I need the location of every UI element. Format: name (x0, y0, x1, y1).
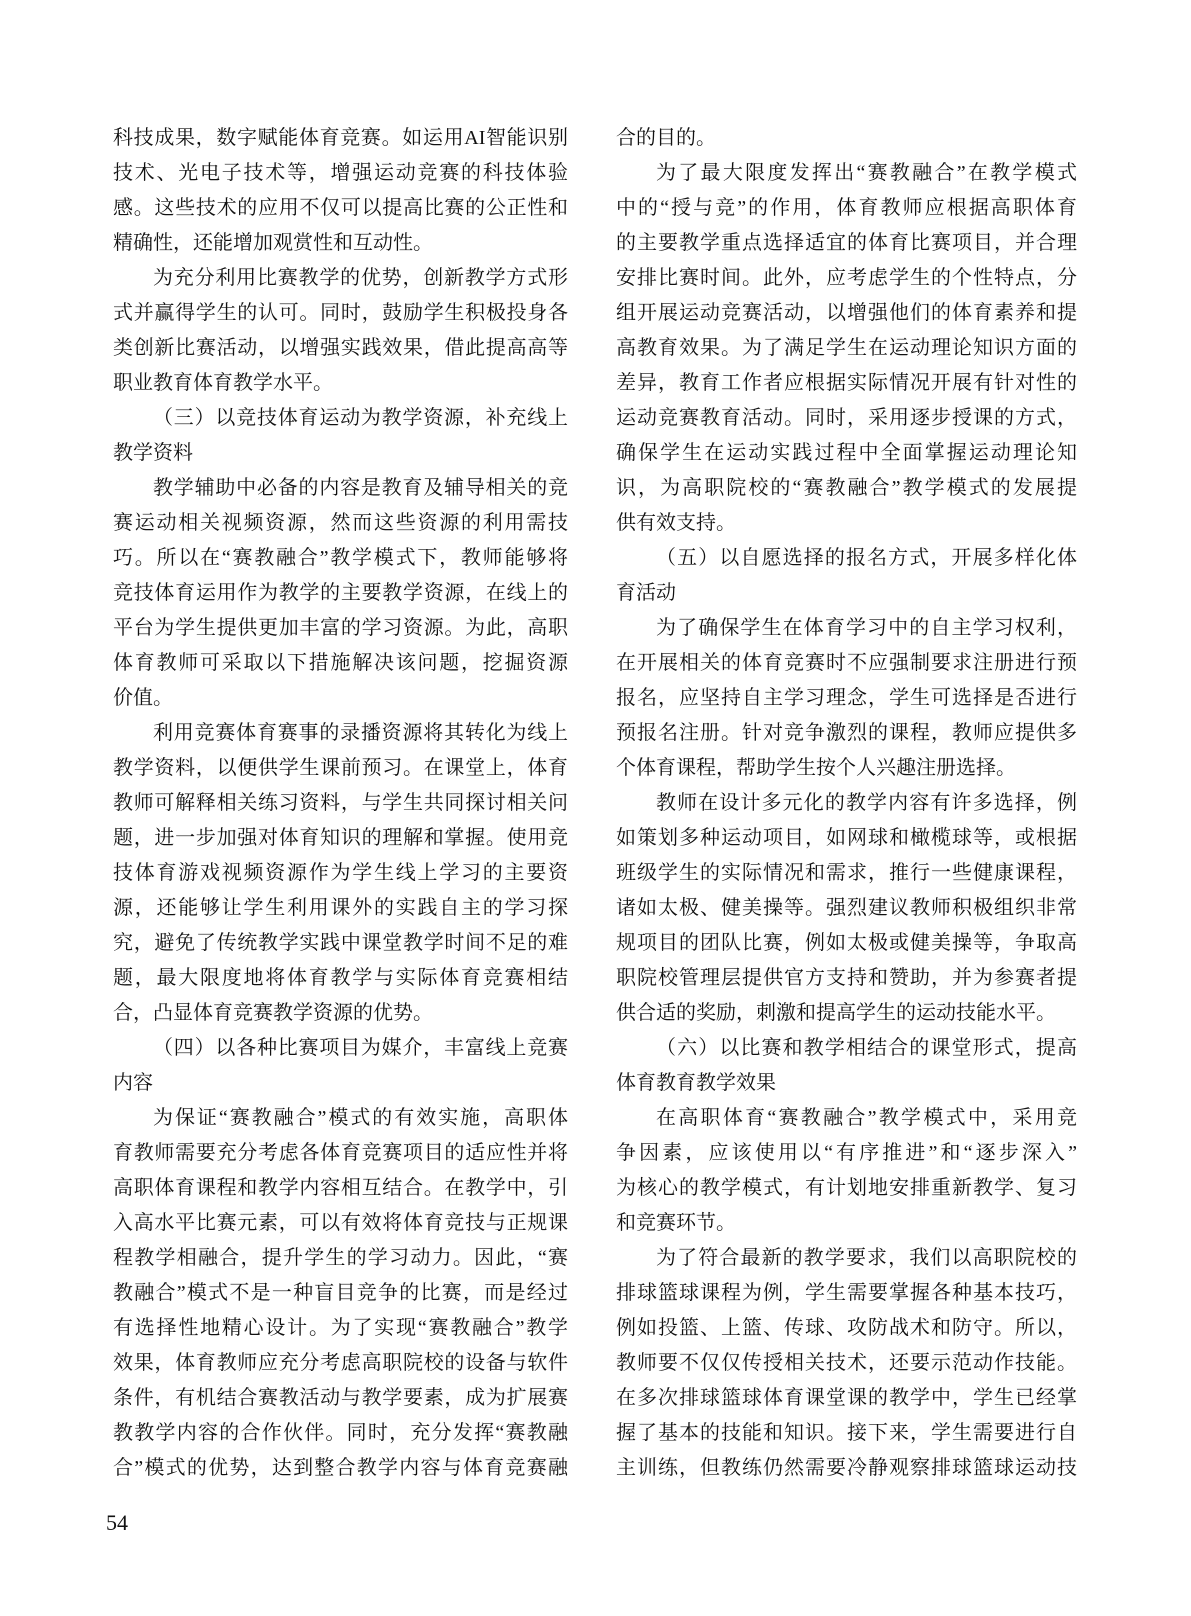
text-line: （四）以各种比赛项目为媒介，丰富线上竞赛 (153, 1037, 568, 1059)
text-line: （五）以自愿选择的报名方式，开展多样化体 (656, 547, 1077, 569)
text-line: 平台为学生提供更加丰富的学习资源。为此，高职 (113, 617, 568, 639)
text-line: 主训练，但教练仍然需要冷静观察排球篮球运动技 (616, 1457, 1077, 1479)
text-line: 规项目的团队比赛，例如太极或健美操等，争取高 (616, 932, 1077, 954)
page-number: 54 (106, 1510, 128, 1535)
text-line: 例如投篮、上篮、传球、攻防战术和防守。所以， (616, 1317, 1077, 1339)
left-column (113, 121, 568, 1486)
text-line: 和竞赛环节。 (616, 1212, 736, 1234)
text-line: 技术、光电子技术等，增强运动竞赛的科技体验 (113, 162, 568, 184)
text-line: 入高水平比赛元素，可以有效将体育竞技与正规课 (113, 1212, 568, 1234)
text-line: 科技成果，数字赋能体育竞赛。如运用AI智能识别 (113, 127, 568, 149)
text-line: 条件，有机结合赛教活动与教学要素，成为扩展赛 (113, 1387, 568, 1409)
text-line: 为了最大限度发挥出“赛教融合”在教学模式 (656, 162, 1077, 184)
text-line: 排球篮球课程为例，学生需要掌握各种基本技巧， (616, 1282, 1077, 1304)
text-line: 供有效支持。 (616, 512, 736, 534)
text-line: 在高职体育“赛教融合”教学模式中，采用竞 (656, 1107, 1077, 1129)
text-line: 体育教育教学效果 (616, 1072, 776, 1094)
text-line: 教融合”模式不是一种盲目竞争的比赛，而是经过 (113, 1282, 568, 1304)
text-line: 运动竞赛教育活动。同时，采用逐步授课的方式， (616, 407, 1077, 429)
text-line: 为了符合最新的教学要求，我们以高职院校的 (656, 1247, 1077, 1269)
text-line: 育教师需要充分考虑各体育竞赛项目的适应性并将 (113, 1142, 568, 1164)
text-line: 职院校管理层提供官方支持和赞助，并为参赛者提 (616, 967, 1077, 989)
text-line: 源，还能够让学生利用课外的实践自主的学习探 (113, 897, 568, 919)
text-line: 合，凸显体育竞赛教学资源的优势。 (113, 1002, 433, 1024)
text-line: 类创新比赛活动，以增强实践效果，借此提高高等 (113, 337, 568, 359)
text-line: 题，进一步加强对体育知识的理解和掌握。使用竞 (113, 827, 568, 849)
text-line: 赛运动相关视频资源，然而这些资源的利用需技 (113, 512, 568, 534)
text-line: 式并赢得学生的认可。同时，鼓励学生积极投身各 (113, 302, 568, 324)
text-line: 合”模式的优势，达到整合教学内容与体育竞赛融 (113, 1457, 568, 1479)
text-line: 合的目的。 (616, 127, 716, 149)
text-line: 争因素，应该使用以“有序推进”和“逐步深入” (616, 1142, 1077, 1164)
text-line: 感。这些技术的应用不仅可以提高比赛的公正性和 (113, 197, 568, 219)
text-line: 体育教师可采取以下措施解决该问题，挖掘资源 (113, 652, 568, 674)
text-line: 职业教育体育教学水平。 (113, 372, 333, 394)
text-line: 在开展相关的体育竞赛时不应强制要求注册进行预 (616, 652, 1077, 674)
text-line: 中的“授与竞”的作用，体育教师应根据高职体育 (616, 197, 1077, 219)
right-column (616, 121, 1077, 1486)
text-line: （六）以比赛和教学相结合的课堂形式，提高 (656, 1037, 1077, 1059)
text-line: 班级学生的实际情况和需求，推行一些健康课程， (616, 862, 1077, 884)
text-line: 教师可解释相关练习资料，与学生共同探讨相关问 (113, 792, 568, 814)
text-line: 识，为高职院校的“赛教融合”教学模式的发展提 (616, 477, 1077, 499)
text-line: 巧。所以在“赛教融合”教学模式下，教师能够将 (113, 547, 568, 569)
text-line: 为了确保学生在体育学习中的自主学习权利， (656, 617, 1077, 639)
text-line: 精确性，还能增加观赏性和互动性。 (113, 232, 433, 254)
text-line: 如策划多种运动项目，如网球和橄榄球等，或根据 (616, 827, 1077, 849)
text-line: 教学资料 (113, 442, 193, 464)
text-line: 的主要教学重点选择适宜的体育比赛项目，并合理 (616, 232, 1077, 254)
text-line: 为保证“赛教融合”模式的有效实施，高职体 (153, 1107, 568, 1129)
text-line: 差异，教育工作者应根据实际情况开展有针对性的 (616, 372, 1077, 394)
text-line: 预报名注册。针对竞争激烈的课程，教师应提供多 (616, 722, 1077, 744)
text-line: 诸如太极、健美操等。强烈建议教师积极组织非常 (616, 897, 1077, 919)
text-line: 利用竞赛体育赛事的录播资源将其转化为线上 (153, 722, 568, 744)
text-line: 确保学生在运动实践过程中全面掌握运动理论知 (616, 442, 1077, 464)
text-line: 教师在设计多元化的教学内容有许多选择，例 (656, 792, 1077, 814)
text-line: 效果，体育教师应充分考虑高职院校的设备与软件 (113, 1352, 568, 1374)
text-line: 内容 (113, 1072, 153, 1094)
text-line: 有选择性地精心设计。为了实现“赛教融合”教学 (113, 1317, 568, 1339)
text-line: 价值。 (113, 687, 173, 709)
text-line: 为充分利用比赛教学的优势，创新教学方式形 (153, 267, 568, 289)
text-line: 供合适的奖励，刺激和提高学生的运动技能水平。 (616, 1002, 1056, 1024)
text-line: 个体育课程，帮助学生按个人兴趣注册选择。 (616, 757, 1016, 779)
text-line: 为核心的教学模式，有计划地安排重新教学、复习 (616, 1177, 1077, 1199)
text-line: 竞技体育运用作为教学的主要教学资源，在线上的 (113, 582, 568, 604)
text-line: 在多次排球篮球体育课堂课的教学中，学生已经掌 (616, 1387, 1077, 1409)
text-line: 报名，应坚持自主学习理念，学生可选择是否进行 (616, 687, 1077, 709)
text-line: 教学资料，以便供学生课前预习。在课堂上，体育 (113, 757, 568, 779)
text-line: 育活动 (616, 582, 676, 604)
text-line: 握了基本的技能和知识。接下来，学生需要进行自 (616, 1422, 1077, 1444)
text-line: 程教学相融合，提升学生的学习动力。因此，“赛 (113, 1247, 568, 1269)
text-line: 安排比赛时间。此外，应考虑学生的个性特点，分 (616, 267, 1077, 289)
text-line: 教教学内容的合作伙伴。同时，充分发挥“赛教融 (113, 1422, 568, 1444)
text-line: 教师要不仅仅传授相关技术，还要示范动作技能。 (616, 1352, 1077, 1374)
text-line: 题，最大限度地将体育教学与实际体育竞赛相结 (113, 967, 568, 989)
text-line: 高职体育课程和教学内容相互结合。在教学中，引 (113, 1177, 568, 1199)
text-line: （三）以竞技体育运动为教学资源，补充线上 (153, 407, 568, 429)
text-line: 高教育效果。为了满足学生在运动理论知识方面的 (616, 337, 1077, 359)
text-line: 组开展运动竞赛活动，以增强他们的体育素养和提 (616, 302, 1077, 324)
text-line: 究，避免了传统教学实践中课堂教学时间不足的难 (113, 932, 568, 954)
text-line: 教学辅助中必备的内容是教育及辅导相关的竞 (153, 477, 568, 499)
text-line: 技体育游戏视频资源作为学生线上学习的主要资 (113, 862, 568, 884)
